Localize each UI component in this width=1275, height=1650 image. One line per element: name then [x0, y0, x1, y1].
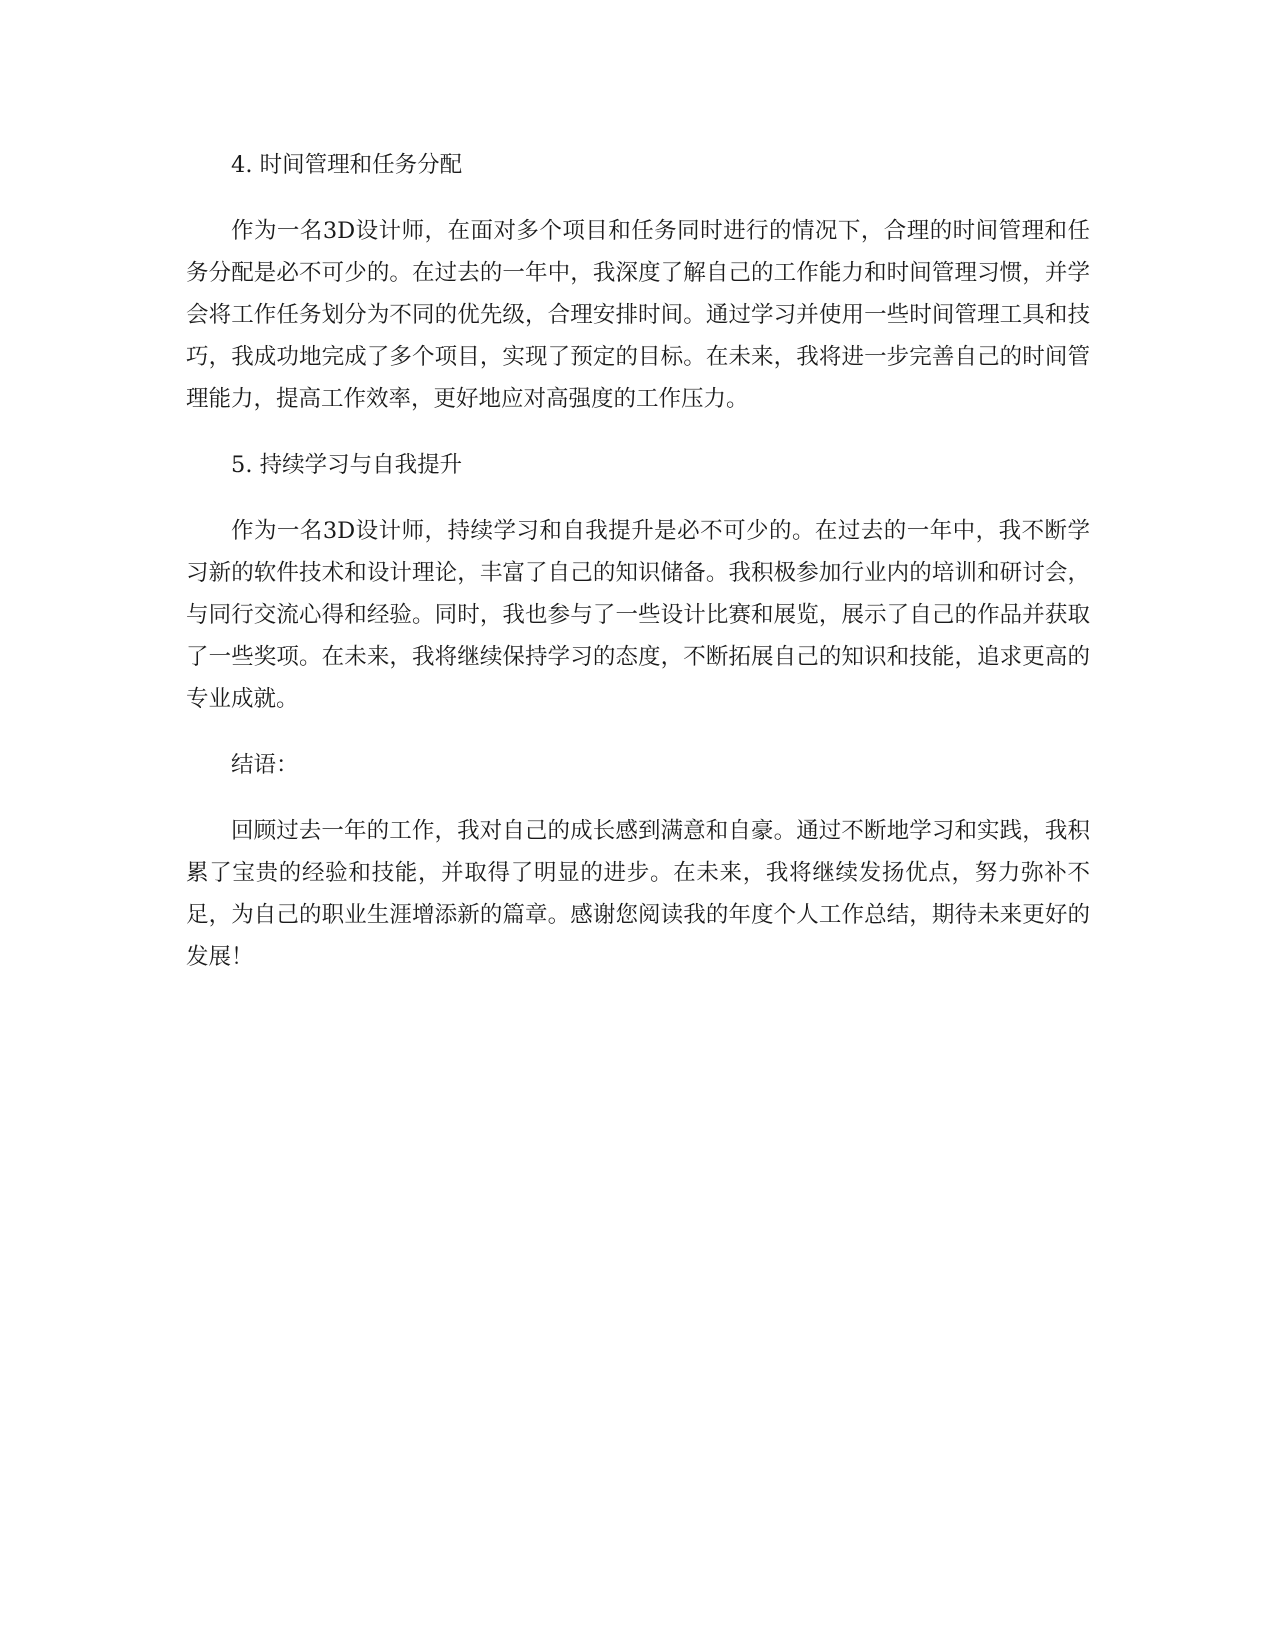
section-heading-conclusion: 结语： — [231, 752, 299, 778]
section-heading-continuous-learning: 5. 持续学习与自我提升 — [231, 452, 463, 478]
document-body — [186, 144, 1090, 978]
section-paragraph-time-management: 作为一名3D设计师，在面对多个项目和任务同时进行的情况下，合理的时间管理和任务分配是必不可少的。在过去的一年中，我深度了解自己的工作能力和时间管理习惯，并学会将工作任务划分为不同的优先级，合理安排时间。通过学习并使用一些时间管理工具和技巧，我成功地完成了多个项目，实现了预定的目标。在未来，我将进一步完善自己的时间管理能力，提高工作效率，更好地应对高强度的工作压力。 — [186, 218, 1090, 412]
section-heading-time-management: 4. 时间管理和任务分配 — [231, 152, 463, 178]
section-paragraph-conclusion: 回顾过去一年的工作，我对自己的成长感到满意和自豪。通过不断地学习和实践，我积累了宝贵的经验和技能，并取得了明显的进步。在未来，我将继续发扬优点，努力弥补不足，为自己的职业生涯增添新的篇章。感谢您阅读我的年度个人工作总结，期待未来更好的发展！ — [186, 818, 1090, 970]
section-paragraph-continuous-learning: 作为一名3D设计师，持续学习和自我提升是必不可少的。在过去的一年中，我不断学习新的软件技术和设计理论，丰富了自己的知识储备。我积极参加行业内的培训和研讨会，与同行交流心得和经验。同时，我也参与了一些设计比赛和展览，展示了自己的作品并获取了一些奖项。在未来，我将继续保持学习的态度，不断拓展自己的知识和技能，追求更高的专业成就。 — [186, 518, 1090, 712]
